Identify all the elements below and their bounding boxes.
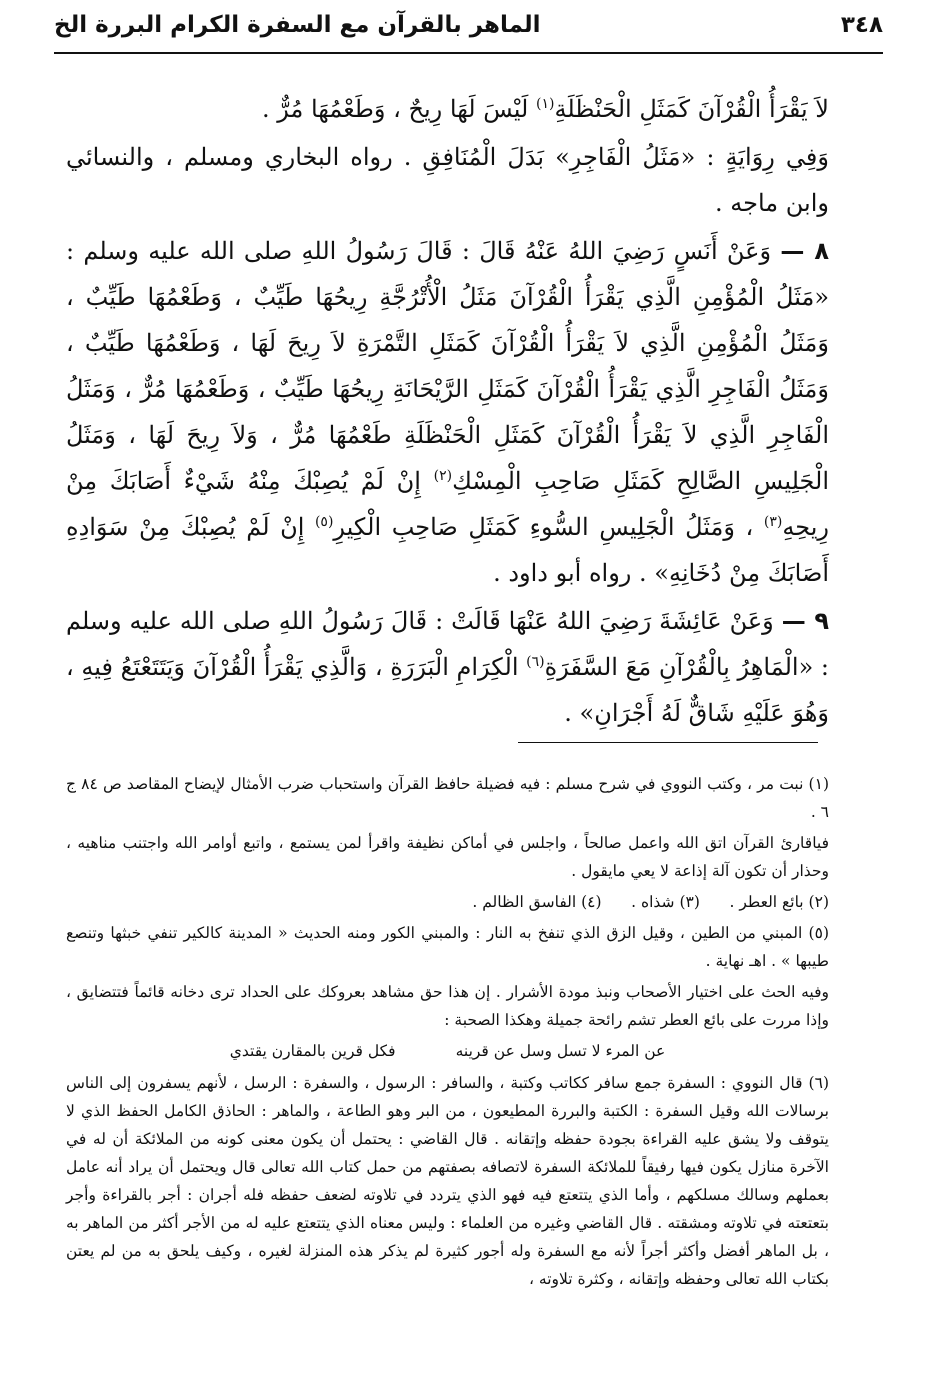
footnote-ref-1: (١): [536, 96, 555, 112]
verse-hemistich-1: عن المرء لا تسل وسل عن قرينه: [455, 1042, 666, 1060]
header-rule: [54, 52, 883, 54]
running-title: الماهر بالقرآن مع السفرة الكرام البررة الخ: [54, 12, 541, 38]
footnote-5-continued: وفيه الحث على اختيار الأصحاب ونبذ مودة الأشرار . إن هذا حق مشاهد بعروكك على الحداد ترى دخانه قائماً فتتضايق ، وإذا مررت على بائع العطر تشم رائحة جميلة وهكذا الصحبة :: [66, 983, 829, 1029]
poetry-verse: [66, 1037, 829, 1065]
page-header: [54, 12, 883, 38]
hadith-number-9: ٩ —: [781, 607, 830, 635]
verse-hemistich-2: فكل قرين بالمقارن يقتدي: [229, 1042, 396, 1060]
hadith-8: ٨ — وَعَنْ أَنَسٍ رَضِيَ اللهُ عَنْهُ قَالَ : قَالَ رَسُولُ اللهِ صلى الله عليه وسلم : «مَثَلُ الْمُؤْمِنِ الَّذِي يَقْرَأُ الْقُرْآنَ مَثَلُ الْأُتْرُجَّةِ رِيحُهَا طَيِّبٌ ، وَطَعْمُهَا طَيِّبٌ ، وَمَثَلُ الْمُؤْمِنِ الَّذِي لاَ يَقْرَأُ الْقُرْآنَ كَمَثَلِ التَّمْرَةِ لاَ رِيحَ لَهَا ، وَطَعْمُهَا طَيِّبٌ ، وَمَثَلُ الْفَاجِرِ الَّذِي يَقْرَأُ الْقُرْآنَ كَمَثَلِ الرَّيْحَانَةِ رِيحُهَا طَيِّبٌ ، وَطَعْمُهَا مُرٌّ ، وَمَثَلُ الْفَاجِرِ الَّذِي لاَ يَقْرَأُ الْقُرْآنَ كَمَثَلِ الْحَنْظَلَةِ طَعْمُهَا مُرٌّ ، وَلاَ رِيحَ لَهَا ، وَمَثَلُ الْجَلِيسِ الصَّالِحِ كَمَثَلِ صَاحِبِ الْمِسْكِ$^{(٢)}$ إِنْ لَمْ يُصِبْكَ مِنْهُ شَيْءٌ أَصَابَكَ مِنْ رِيحِهِ$^{(٣)}$ ، وَمَثَلُ الْجَلِيسِ السُّوءِ كَمَثَلِ صَاحِبِ الْكِيرِ$^{(٥)}$ إِنْ لَمْ يُصِبْكَ مِنْ سَوَادِهِ أَصَابَكَ مِنْ دُخَانِهِ» . رواه أبو داود .: [66, 237, 829, 587]
page-number: ٣٤٨: [840, 12, 883, 38]
footnote-5: (٥) المبني من الطين ، وقيل الزق الذي تنفخ به النار : والمبني الكور ومنه الحديث « المدينة كالكير تنفي خبثها وتنصع طيبها » . اهـ نهاية .: [66, 924, 829, 970]
footnote-1: (١) نبت مر ، وكتب النووي في شرح مسلم : فيه فضيلة حافظ القرآن واستحباب ضرب الأمثال لإيضاح المقاصد ص ٨٤ ج ٦ .: [66, 775, 829, 821]
footnote-6: (٦) قال النووي : السفرة جمع سافر ككاتب وكتبة ، والسافر : الرسول ، والسفرة : الرسل ، لأنهم يسفرون إلى الناس برسالات الله وقيل السفرة : الكتبة والبررة المطيعون ، من البر وهو الطاعة ، والماهر : الحاذق الكامل الحفظ الذي لا يتوقف ولا يشق عليه القراءة بجودة حفظه وإتقانه . قال القاضي : يحتمل أن يكون معنى كونه من الملائكة أن له في الآخرة منازل يكون فيها رفيقاً للملائكة السفرة لاتصافه بصفتهم من حمل كتاب الله تعالى قال ويحتمل أن يراد أنه عامل بعملهم وسالك مسلكهم ، وأما الذي يتتعتع فيه فهو الذي يتردد في تلاوته لضعف حفظه فله أجران : أجر بالقراءة وأجر بتعتعته في تلاوته ومشقته . قال القاضي وغيره من العلماء : وليس معناه الذي يتتعتع عليه له من الأجر أكثر من الماهر به ، بل الماهر أفضل وأكثر أجراً لأنه مع السفرة وله أجور كثيرة لم يذكر هذه المنزلة لغيره ، وكيف يلحق به من لم يعتن بكتاب الله تعالى وحفظه وإتقانه ، وكثرة تلاوته ،: [66, 1074, 829, 1288]
footnote-ref-3: (٣): [763, 514, 783, 530]
hadith-9: ٩ — وَعَنْ عَائِشَةَ رَضِيَ اللهُ عَنْهَا قَالَتْ : قَالَ رَسُولُ اللهِ صلى الله عليه وسلم : «الْمَاهِرُ بِالْقُرْآنِ مَعَ السَّفَرَةِ$^{(٦)}$ الْكِرَامِ الْبَرَرَةِ ، وَالَّذِي يَقْرَأُ الْقُرْآنَ وَيَتَتَعْتَعُ فِيهِ ، وَهُوَ عَلَيْهِ شَاقٌّ لَهُ أَجْرَانِ» .: [66, 607, 830, 727]
footnote-ref-5: (٥): [314, 514, 334, 530]
footnote-1-continued: فياقارئ القرآن اتق الله واعمل صالحاً ، واجلس في أماكن نظيفة واقرأ لمن يستمع ، واتبع أوامر الله واجتنب مناهيه ، وحذار أن تكون آلة إذاعة لا يعي مايقول .: [66, 834, 829, 880]
footnote-2: (٢) بائع العطر .: [729, 893, 829, 911]
footnotes-2-3-4: [66, 888, 829, 916]
footnote-4: (٤) الفاسق الظالم .: [472, 893, 602, 911]
footnote-3: (٣) شذاه .: [631, 893, 700, 911]
paragraph-2: وَفِي رِوَايَةٍ : «مَثَلُ الْفَاجِرِ» بَدَلَ الْمُنَافِقِ . رواه البخاري ومسلم ، والنسائي وابن ماجه .: [66, 143, 829, 217]
paragraph-1: لاَ يَقْرَأُ الْقُرْآنَ كَمَثَلِ الْحَنْظَلَةِ$^{(١)}$ لَيْسَ لَهَا رِيحٌ ، وَطَعْمُهَا مُرٌّ .: [261, 95, 829, 123]
main-text: [66, 86, 829, 738]
footnotes: [66, 770, 829, 1296]
footnote-ref-2: (٢): [433, 468, 453, 484]
hadith-number-8: ٨ —: [780, 237, 829, 265]
footnote-separator: [518, 742, 818, 743]
footnote-ref-6: (٦): [526, 654, 545, 670]
